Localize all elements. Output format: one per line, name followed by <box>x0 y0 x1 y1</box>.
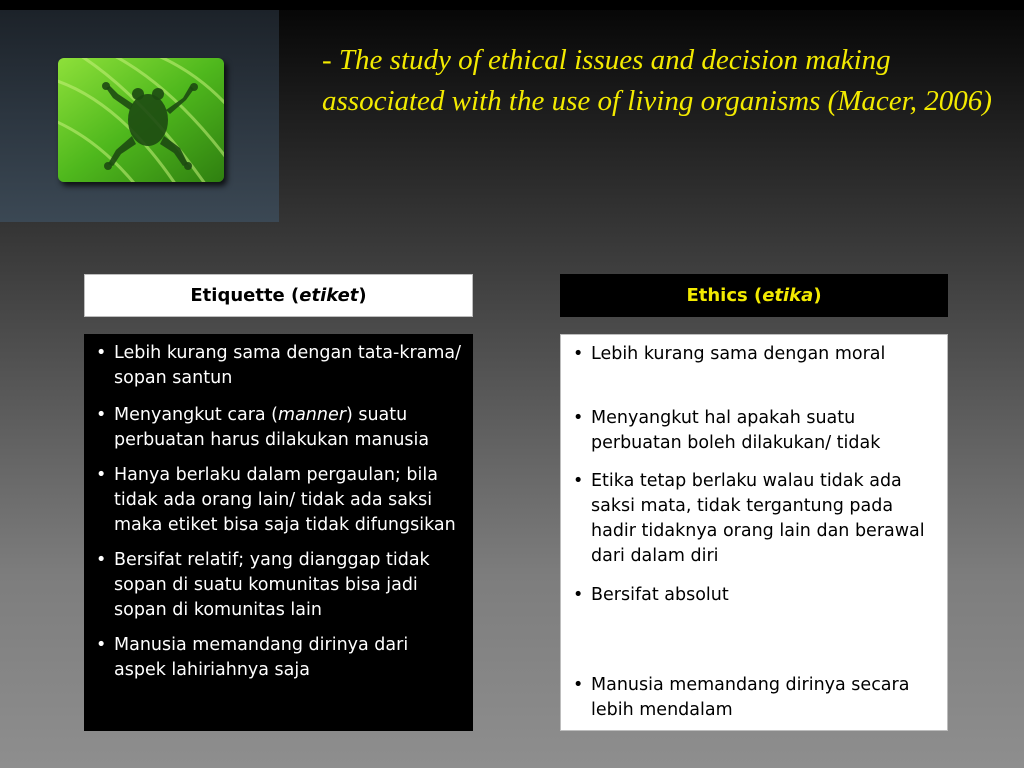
etiquette-list <box>84 334 473 731</box>
item-text: Hanya berlaku dalam pergaulan; bila tidak ada orang lain/ tidak ada saksi maka etiket bisa saja tidak difungsikan <box>114 465 456 535</box>
item-term: manner <box>278 405 346 425</box>
item-text: Manusia memandang dirinya secara lebih mendalam <box>591 675 910 720</box>
ethics-header-term: etika <box>762 285 814 306</box>
list-item <box>573 342 937 367</box>
item-text: Bersifat absolut <box>591 585 729 605</box>
bullet: • <box>573 585 584 605</box>
ethics-header-label: Ethics ( <box>686 285 763 306</box>
item-text: Etika tetap berlaku walau tidak ada saksi mata, tidak tergantung pada hadir tidaknya orang lain dan berawal dari dalam diri <box>591 471 925 566</box>
definition-quote <box>322 40 1012 122</box>
list-item <box>573 583 937 608</box>
bullet: • <box>573 471 584 491</box>
bullet: • <box>573 408 584 428</box>
ethics-header-suffix: ) <box>813 285 822 306</box>
list-item <box>96 403 463 453</box>
bullet: • <box>96 635 107 655</box>
list-item <box>573 469 937 569</box>
bullet: • <box>96 465 107 485</box>
quote-text: The study of ethical issues and decision making associated with the use of living organisms (Macer, 2006) <box>322 44 992 117</box>
list-item <box>96 341 463 391</box>
list-item <box>96 633 463 683</box>
etiquette-header-term: etiket <box>299 285 359 306</box>
bullet: • <box>573 675 584 695</box>
list-item <box>96 463 463 538</box>
bullet: • <box>96 405 107 425</box>
bullet: • <box>96 550 107 570</box>
etiquette-header-suffix: ) <box>358 285 367 306</box>
etiquette-header <box>84 274 473 317</box>
list-item <box>96 548 463 623</box>
item-text-before: Menyangkut cara ( <box>114 405 279 425</box>
frog-leaf-icon <box>58 58 224 182</box>
top-dark-band <box>0 0 1024 10</box>
etiquette-header-label: Etiquette ( <box>190 285 300 306</box>
quote-dash: - <box>322 44 339 76</box>
ethics-header <box>560 274 948 317</box>
logo-panel <box>0 10 279 222</box>
item-text: Manusia memandang dirinya dari aspek lahiriahnya saja <box>114 635 409 680</box>
item-text: Lebih kurang sama dengan moral <box>591 344 886 364</box>
list-item <box>573 406 937 456</box>
ethics-list <box>560 334 948 731</box>
item-text: Menyangkut hal apakah suatu perbuatan boleh dilakukan/ tidak <box>591 408 881 453</box>
item-text: Bersifat relatif; yang dianggap tidak sopan di suatu komunitas bisa jadi sopan di komunitas lain <box>114 550 430 620</box>
bullet: • <box>96 343 107 363</box>
item-text-after: ) suatu perbuatan harus dilakukan manusia <box>114 405 430 450</box>
list-item <box>573 673 937 723</box>
bullet: • <box>573 344 584 364</box>
item-text: Lebih kurang sama dengan tata-krama/ sopan santun <box>114 343 462 388</box>
